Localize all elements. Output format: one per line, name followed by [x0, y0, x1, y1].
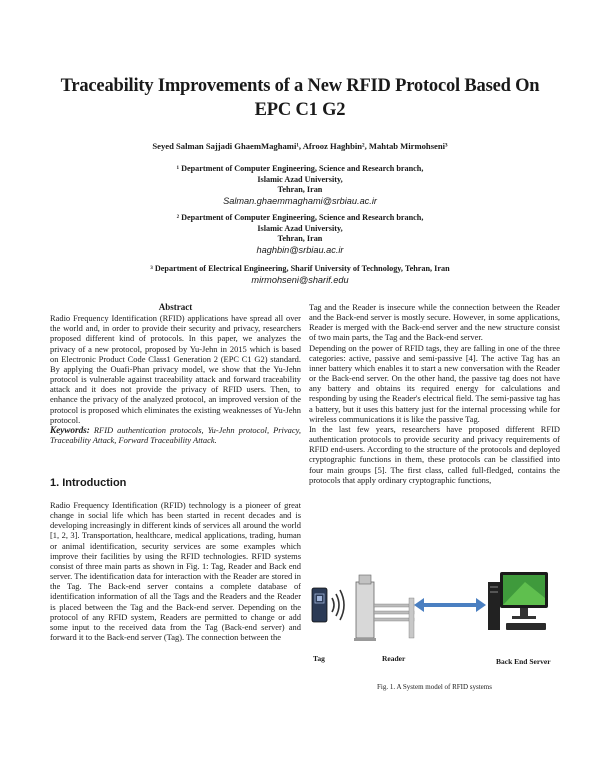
keywords: [50, 425, 301, 445]
intro-left-column: [50, 500, 301, 642]
title-line-2: EPC C1 G2: [254, 100, 346, 120]
right-paragraph-1: Tag and the Reader is insecure while the connection between the Reader and the Back-end server is mostly secure. However, in some applications, Reader is merged with the Back-end server and the new structure consist of two main parts, the Tag and the Back-end server.: [309, 302, 560, 343]
keywords-label: Keywords:: [50, 424, 90, 435]
wireless-signal-icon: [332, 590, 344, 620]
keywords-text: RFID authentication protocols, Yu-Jehn protocol, Privacy, Traceability Attack, Forward Traceability Attack.: [50, 424, 301, 446]
affiliation-2-dept: ² Department of Computer Engineering, Science and Research branch,: [176, 213, 424, 222]
affiliation-1-dept: ¹ Department of Computer Engineering, Science and Research branch,: [176, 164, 424, 173]
back-end-server-icon: [488, 572, 548, 630]
affiliation-1-city: Tehran, Iran: [277, 185, 323, 195]
rfid-tag-icon: [312, 588, 327, 622]
affiliation-1-univ: Islamic Azad University,: [257, 174, 343, 184]
affiliation-2-univ: Islamic Azad University,: [257, 223, 343, 233]
figure-label-tag: Tag: [313, 654, 325, 663]
affiliation-2-email[interactable]: haghbin@srbiau.ac.ir: [256, 244, 344, 255]
affiliation-2-city: Tehran, Iran: [277, 234, 323, 244]
affiliation-3: [40, 264, 560, 285]
title-line-1: Traceability Improvements of a New RFID Protocol Based On: [60, 76, 540, 96]
figure-label-server: Back End Server: [496, 657, 551, 666]
figure-rfid-system: [310, 560, 560, 678]
affiliation-3-email[interactable]: mirmohseni@sharif.edu: [251, 274, 349, 285]
rfid-reader-icon: [354, 575, 414, 641]
figure-label-reader: Reader: [382, 654, 406, 663]
figure-illustration: [310, 560, 560, 678]
author-list: Seyed Salman Sajjadi GhaemMaghami¹, Afrooz Haghbin², Mahtab Mirmohseni³: [152, 141, 448, 151]
right-paragraph-2: Depending on the power of RFID tags, they are falling in one of the three categories: active, passive and semi-passive [4]. The active Tag has an inner battery which enables it to start a new conversation with the Reader or the Back-end server. On the other hand, the passive tag does not have any battery and obtains its required energy for calculations and responding by using the Reader's electrical field. The semi-passive tag has a battery, but it uses this battery just for the internal processing while for wireless communications it is like the passive Tag.: [309, 342, 560, 424]
affiliation-3-dept: ³ Department of Electrical Engineering, Sharif University of Technology, Tehran, Iran: [150, 264, 450, 273]
figure-caption: Fig. 1. A System model of RFID systems: [377, 683, 492, 691]
abstract-heading: Abstract: [158, 302, 193, 312]
right-paragraph-3: In the last few years, researchers have proposed different RFID authentication protocols to provide security and privacy requirements of RFID end-users. According to the structure of the protocols and deployed cryptographic functions in them, these protocols can be classified into four main groups [5]. The first class, called full-fledged, contains the protocols that apply ordinary cryptographic functions,: [309, 423, 560, 485]
paper-title: [40, 74, 560, 122]
right-column: [309, 302, 560, 485]
connection-arrow: [414, 598, 486, 612]
abstract-block: [50, 302, 301, 445]
abstract-text: Radio Frequency Identification (RFID) applications have spread all over the world and, in order to provide their security and privacy, researchers proposed different kind of protocols. In this paper, we analyzes the privacy of a new protocol, proposed by Yu-Jehn in 2015 which is based on Electronic Product Code Class1 Generation 2 (EPC C1 G2) standard. By applying the Ouafi-Phan privacy model, we show that the Yu-Jehn protocol is vulnerable against traceability attack and forward traceability attack and it does not provide the privacy of RFID users. Then, to enhance the privacy of the analyzed protocol, an improved version of the protocol is proposed which eliminates the existing weaknesses of Yu-Jehn protocol.: [50, 313, 301, 425]
affiliation-1: [40, 164, 560, 206]
section-heading-introduction: 1. Introduction: [50, 477, 127, 489]
affiliation-1-email[interactable]: Salman.ghaemmaghami@srbiau.ac.ir: [223, 195, 377, 206]
affiliation-2: [40, 213, 560, 255]
intro-paragraph: Radio Frequency Identification (RFID) technology is a pioneer of great change in social life which has been started in recent decades and is developing increasingly in different kinds of services all around the world [1, 2, 3]. Transportation, healthcare, medical applications, trading, human or animal identification, security services are some examples which improve their facilities by using the RFID technologies. RFID systems consist of three main parts as shown in Fig. 1: Tag, Reader and Back end server. The identification data for interaction with the Reader are stored in the Tag. The Back-end server contains a complete database of identification information of all the Tags and the Readers and the Reader is placed between the Tag and the Back-end server. Depending on the protocol of any RFID system, Readers are permitted to change or add some input to the received data from the Tag (Back-end server) and forward it to the Back-end server (Tag). The connection between the: [50, 500, 301, 643]
